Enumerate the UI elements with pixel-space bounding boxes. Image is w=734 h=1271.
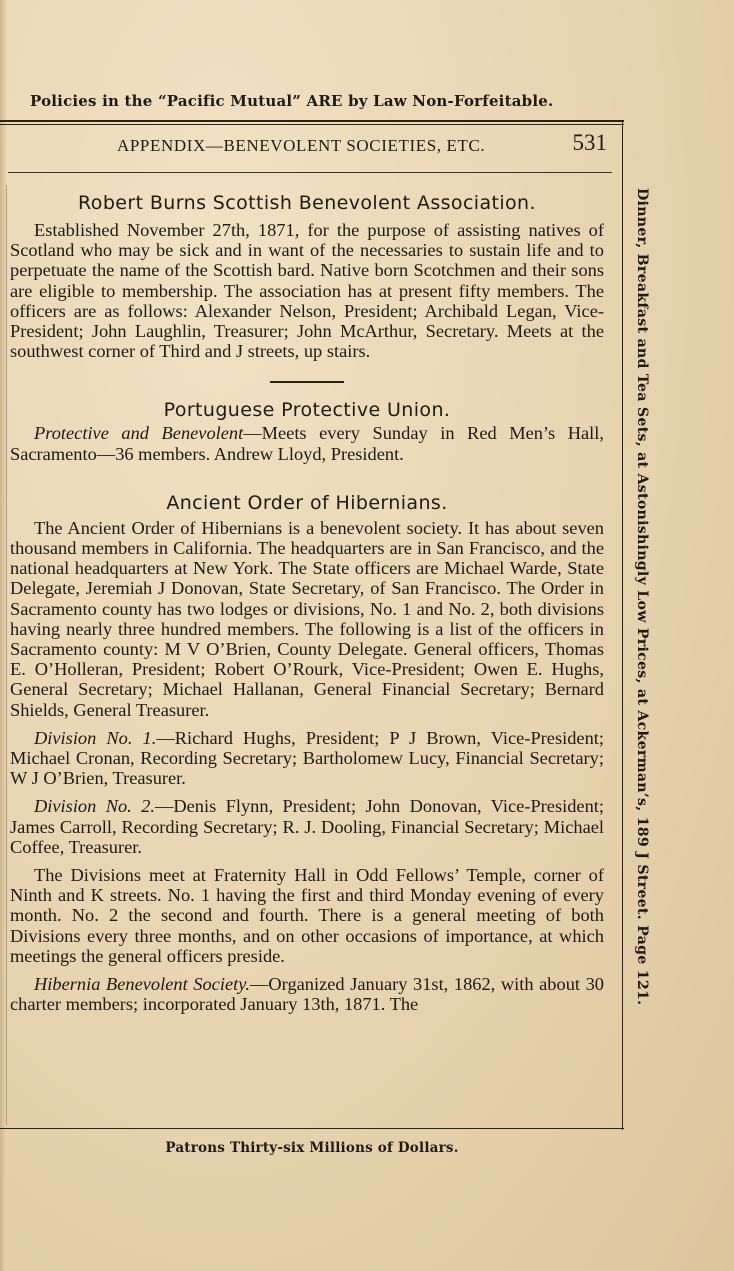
left-margin-line [6, 185, 7, 1125]
paragraph: The Divisions meet at Fraternity Hall in Odd Fellows’ Temple, corner of Ninth and K streets. No. 1 having the first and third Monday evening of every month. No. 2 the second and fourth. There is a general meeting of both Divisions every three months, and on other occasions of importance, at which meetings the general officers preside. [10, 865, 604, 966]
paragraph-lead: Protective and Benevolent [34, 423, 244, 444]
paragraph [10, 796, 604, 857]
paragraph [10, 974, 604, 1014]
paragraph-lead: Division No. 2. [34, 796, 155, 817]
paragraph-body: —Richard Hughs, President; P J Brown, Vice-President; Michael Cronan, Recording Secretary; Bartholomew Lucy, Financial Secretary; W J O’Brien, Treasurer. [10, 727, 604, 789]
paragraph [10, 728, 604, 789]
running-head: APPENDIX—BENEVOLENT SOCIETIES, ETC. [117, 136, 486, 155]
main-text [10, 190, 604, 1015]
page-header [117, 130, 607, 156]
top-rule-thin [0, 124, 624, 125]
top-banner-advertisement: Policies in the “Pacific Mutual” ARE by Law Non-Forfeitable. [30, 92, 554, 110]
section-portuguese-union [10, 397, 604, 463]
top-rule [0, 120, 624, 122]
paragraph-body: —Meets every Sunday in Red Men’s Hall, Sacramento—36 members. Andrew Lloyd, President. [10, 423, 604, 464]
side-advertisement [626, 188, 654, 1068]
section-robert-burns [10, 190, 604, 361]
paragraph-body: —Denis Flynn, President; John Donovan, Vice-President; James Carroll, Recording Secretary; R. J. Dooling, Financial Secretary; Michael Coffee, Treasurer. [10, 796, 604, 857]
section-divider [270, 381, 344, 383]
section-ancient-order-hibernians [10, 490, 604, 1015]
paragraph-body: —Organized January 31st, 1862, with about 30 charter members; incorporated January 13th, 1871. The [10, 974, 604, 1015]
section-heading: Portuguese Protective Union. [163, 399, 451, 422]
section-heading: Robert Burns Scottish Benevolent Association. [78, 192, 536, 214]
bottom-rule [0, 1128, 624, 1129]
header-rule [8, 172, 612, 173]
paragraph-lead: Hibernia Benevolent Society. [34, 974, 250, 995]
right-column-rule [622, 120, 623, 1130]
paragraph-lead: Division No. 1. [34, 727, 157, 748]
footer-advertisement: Patrons Thirty-six Millions of Dollars. [165, 1140, 459, 1156]
paragraph [10, 423, 604, 463]
side-advertisement-text: Dinner, Breakfast and Tea Sets, at Astonishingly Low Prices, at Ackerman’s, 189 J Street. Page 121. [634, 188, 650, 1006]
paragraph: Established November 27th, 1871, for the purpose of assisting natives of Scotland who may be sick and in want of the necessaries to sustain life and to perpetuate the name of the Scottish bard. Native born Scotchmen and their sons are eligible to membership. The association has at present fifty members. The officers are as follows: Alexander Nelson, President; Archibald Legan, Vice-President; John Laughlin, Treasurer; John McArthur, Secretary. Meets at the southwest corner of Third and J streets, up stairs. [10, 220, 604, 362]
page-number: 531 [572, 130, 607, 155]
paragraph: The Ancient Order of Hibernians is a benevolent society. It has about seven thousand members in California. The headquarters are in San Francisco, and the national headquarters at New York. The State officers are Michael Warde, State Delegate, Jeremiah J Donovan, State Secretary, of San Francisco. The Order in Sacramento county has two lodges or divisions, No. 1 and No. 2, both divisions having nearly three hundred members. The following is a list of the officers in Sacramento county: M V O’Brien, County Delegate. General officers, Thomas E. O’Holleran, President; Robert O’Rourk, Vice-President; Owen E. Hughs, General Secretary; Michael Hallanan, General Financial Secretary; Bernard Shields, General Treasurer. [10, 517, 604, 720]
section-heading: Ancient Order of Hibernians. [166, 491, 448, 514]
